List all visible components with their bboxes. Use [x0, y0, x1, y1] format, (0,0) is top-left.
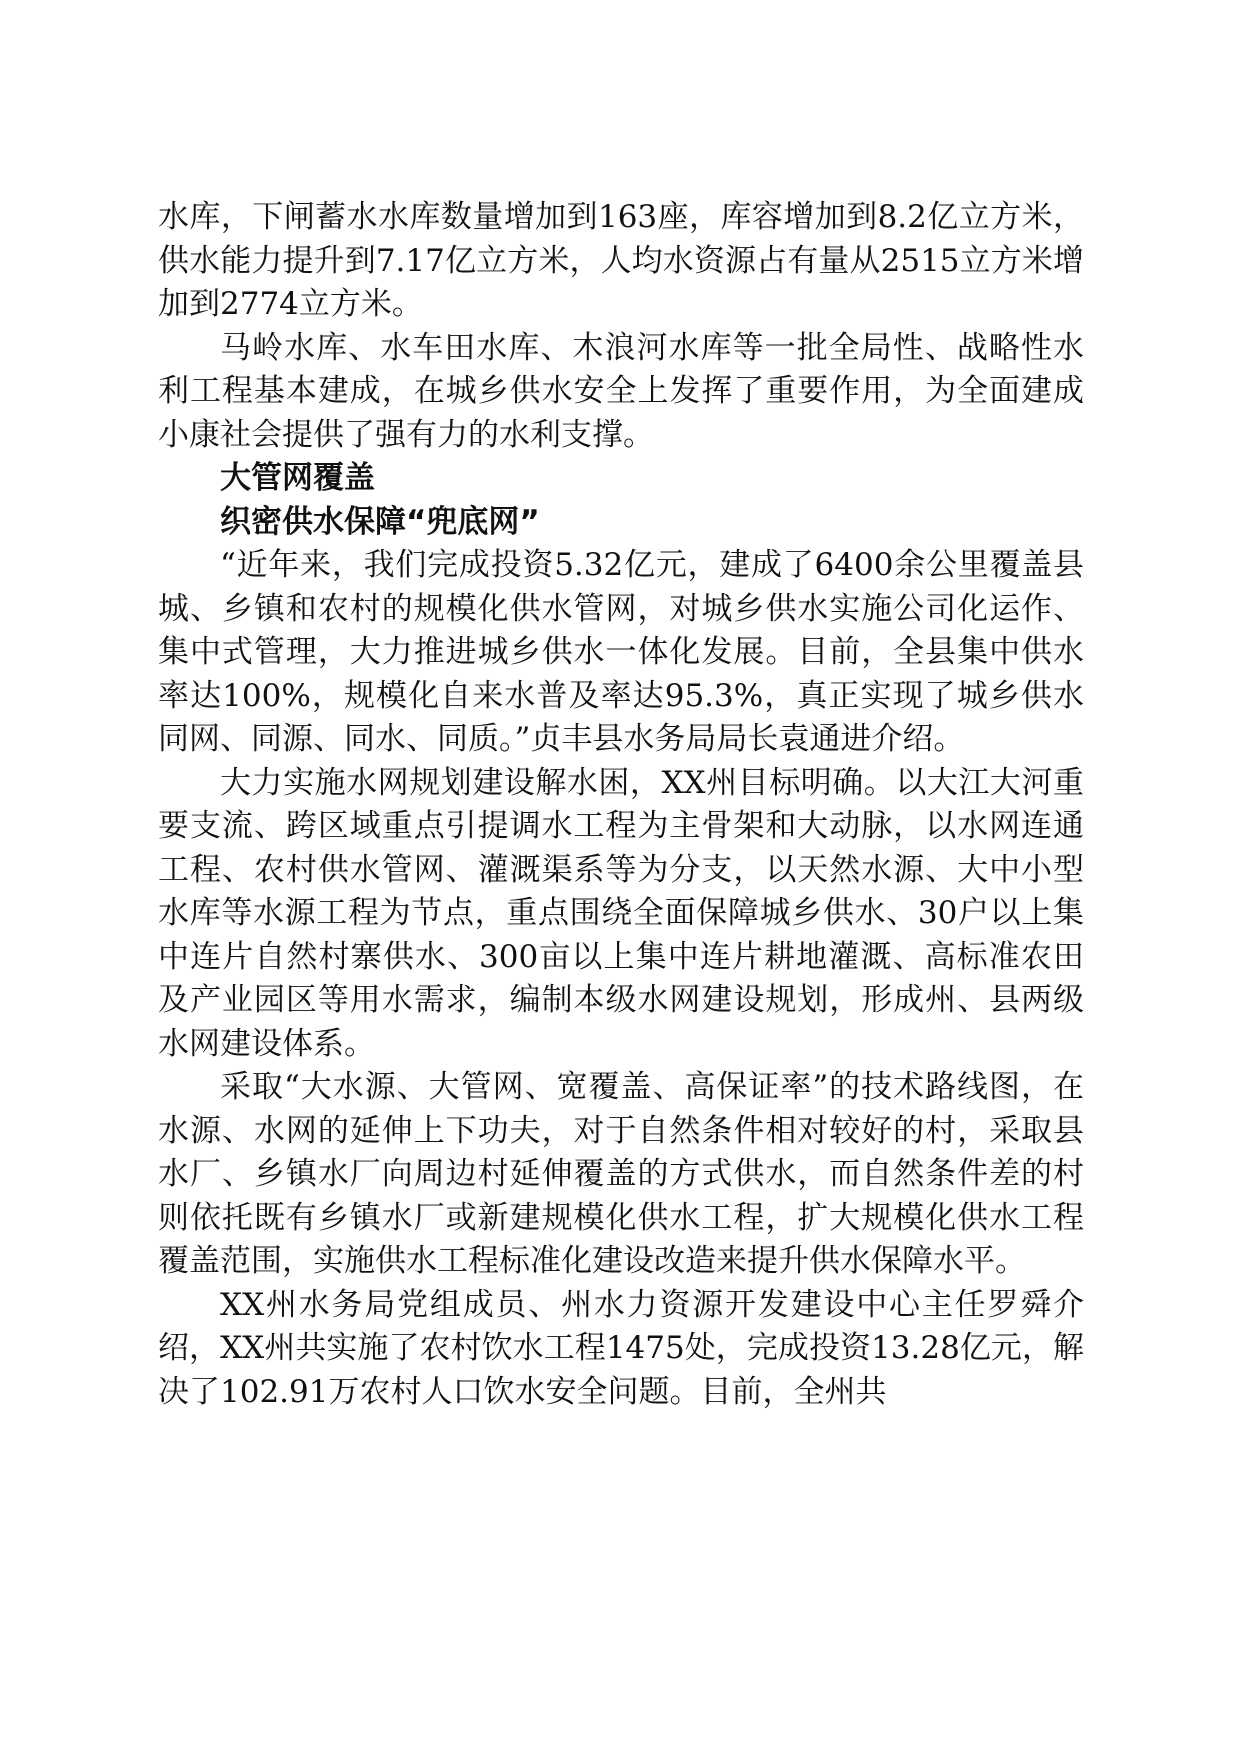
paragraph-rural-drinking-water: XX州水务局党组成员、州水力资源开发建设中心主任罗舜介绍，XX州共实施了农村饮水工程1475处，完成投资13.28亿元，解决了102.91万农村人口饮水安全问题。目前，全州共	[158, 1286, 1084, 1410]
section-heading-pipe-network: 大管网覆盖	[220, 460, 375, 496]
paragraph-county-investment: “近年来，我们完成投资5.32亿元，建成了6400余公里覆盖县城、乡镇和农村的规模化供水管网，对城乡供水实施公司化运作、集中式管理，大力推进城乡供水一体化发展。目前，全县集中供水率达100%，规模化自来水普及率达95.3%，真正实现了城乡供水同网、同源、同水、同质。”贞丰县水务局局长袁通进介绍。	[158, 547, 1084, 757]
paragraph-water-network-plan: 大力实施水网规划建设解水困，XX州目标明确。以大江大河重要支流、跨区域重点引提调水工程为主骨架和大动脉，以水网连通工程、农村供水管网、灌溉渠系等为分支，以天然水源、大中小型水库等水源工程为节点，重点围绕全面保障城乡供水、30户以上集中连片自然村寨供水、300亩以上集中连片耕地灌溉、高标准农田及产业园区等用水需求，编制本级水网建设规划，形成州、县两级水网建设体系。	[158, 764, 1084, 1062]
paragraph-technical-route: 采取“大水源、大管网、宽覆盖、高保证率”的技术路线图，在水源、水网的延伸上下功夫，对于自然条件相对较好的村，采取县水厂、乡镇水厂向周边村延伸覆盖的方式供水，而自然条件差的村则依托既有乡镇水厂或新建规模化供水工程，扩大规模化供水工程覆盖范围，实施供水工程标准化建设改造来提升供水保障水平。	[158, 1069, 1084, 1279]
paragraph-reservoir-capacity: 水库，下闸蓄水水库数量增加到163座，库容增加到8.2亿立方米，供水能力提升到7.17亿立方米，人均水资源占有量从2515立方米增加到2774立方米。	[158, 199, 1084, 322]
paragraph-strategic-projects: 马岭水库、水车田水库、木浪河水库等一批全局性、战略性水利工程基本建成，在城乡供水安全上发挥了重要作用，为全面建成小康社会提供了强有力的水利支撑。	[158, 329, 1084, 453]
section-subheading-safety-net: 织密供水保障“兜底网”	[220, 503, 540, 540]
document-body	[158, 196, 1084, 1414]
